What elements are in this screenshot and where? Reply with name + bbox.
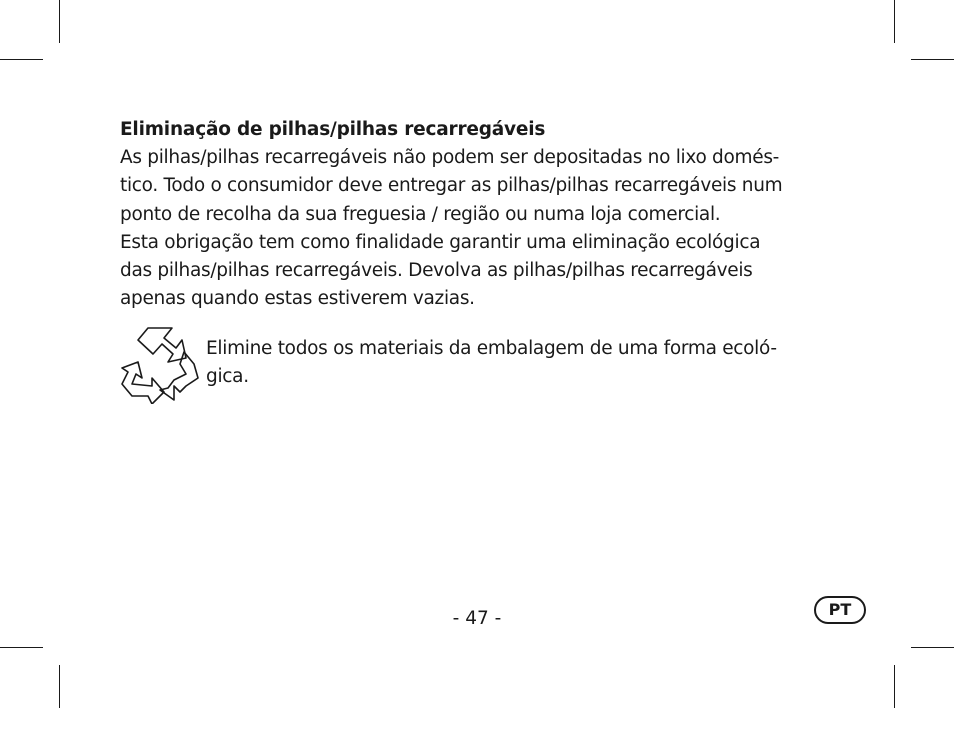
crop-mark-top-right-horizontal xyxy=(911,59,954,60)
note-line: gica. xyxy=(206,366,249,388)
crop-mark-bottom-left-vertical xyxy=(59,665,60,708)
crop-mark-top-right-vertical xyxy=(894,0,895,43)
recycle-icon xyxy=(118,326,200,404)
packaging-disposal-text xyxy=(206,335,777,392)
body-line: Esta obrigação tem como finalidade garantir uma eliminação ecológica xyxy=(120,231,761,253)
packaging-disposal-note xyxy=(118,326,838,406)
body-line: tico. Todo o consumidor deve entregar as pilhas/pilhas recarregáveis num xyxy=(120,175,783,197)
section-heading: Eliminação de pilhas/pilhas recarregáveis xyxy=(120,119,546,140)
battery-disposal-section xyxy=(120,116,840,314)
body-line: As pilhas/pilhas recarregáveis não podem ser depositadas no lixo domés- xyxy=(120,147,780,168)
crop-mark-bottom-right-vertical xyxy=(894,665,895,708)
body-line: ponto de recolha da sua freguesia / região ou numa loja comercial. xyxy=(120,203,721,225)
crop-mark-top-left-horizontal xyxy=(0,59,43,60)
note-line: Elimine todos os materiais da embalagem de uma forma ecoló- xyxy=(206,338,777,359)
body-line: apenas quando estas estiverem vazias. xyxy=(120,288,475,310)
page-number: - 47 - xyxy=(452,608,502,629)
crop-mark-bottom-left-horizontal xyxy=(0,647,43,648)
body-line: das pilhas/pilhas recarregáveis. Devolva as pilhas/pilhas recarregáveis xyxy=(120,260,753,282)
crop-mark-top-left-vertical xyxy=(59,0,60,43)
language-badge: PT xyxy=(814,596,866,624)
section-body xyxy=(120,144,840,314)
crop-mark-bottom-right-horizontal xyxy=(911,647,954,648)
